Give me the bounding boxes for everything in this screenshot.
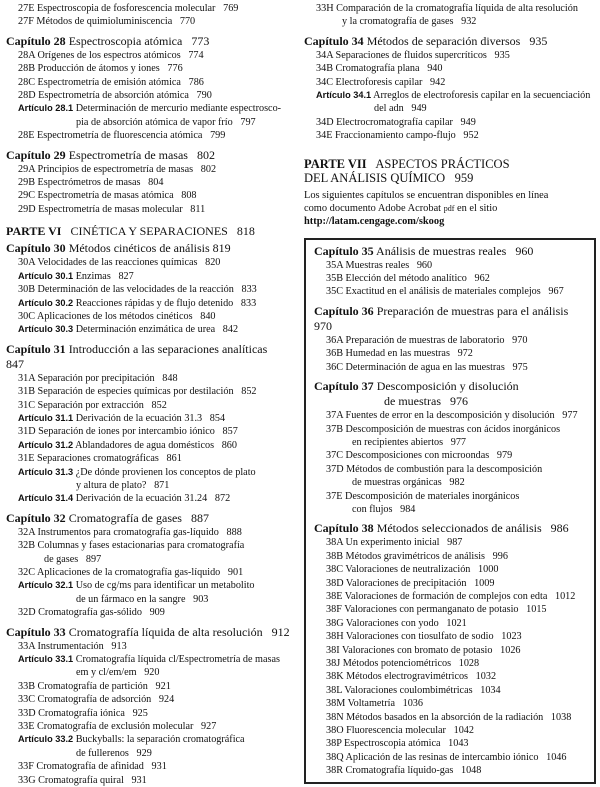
toc-entry: 38F Valoraciones con permanganato de potasio 1015: [326, 604, 547, 616]
toc-entry: 38I Valoraciones con bromato de potasio 1026: [326, 644, 521, 656]
article-entry-cont: del adn 949: [374, 103, 427, 115]
toc-entry: 33B Cromatografía de partición 921: [18, 680, 171, 692]
toc-entry: 34B Cromatografía plana 940: [316, 63, 443, 75]
article-entry: Artículo 33.2 Buckyballs: la separación cromatográfica: [18, 734, 245, 746]
toc-entry: 33D Cromatografía iónica 925: [18, 707, 148, 719]
toc-entry: 29A Principios de espectrometría de masas 802: [18, 163, 217, 175]
toc-entry: 37A Fuentes de error en la descomposición y disolución 977: [326, 410, 578, 422]
toc-entry: 28B Producción de átomos y iones 776: [18, 63, 183, 75]
toc-entry: 27F Métodos de quimioluminiscencia 770: [18, 16, 196, 28]
toc-entry: 33F Cromatografía de afinidad 931: [18, 761, 167, 773]
chapter-heading: Capítulo 33 Cromatografía líquida de alta resolución 912: [6, 624, 290, 639]
article-entry: Artículo 33.1 Cromatografía líquida cl/Espectrometría de masas: [18, 654, 280, 666]
toc-entry: 37C Descomposiciones con microondas 979: [326, 450, 513, 462]
toc-entry-cont: y la cromatografía de gases 932: [342, 16, 477, 28]
chapter-heading: Capítulo 30 Métodos cinéticos de análisis 819: [6, 241, 231, 256]
chapter-heading: Capítulo 34 Métodos de separación diversos 935: [304, 33, 548, 48]
toc-entry: 30B Determinación de las velocidades de la reacción 833: [18, 284, 257, 296]
toc-entry: 38O Fluorescencia molecular 1042: [326, 725, 474, 737]
article-entry: Artículo 31.2 Ablandadores de agua domésticos 860: [18, 439, 237, 451]
part-heading-cont: DEL ANÁLISIS QUÍMICO 959: [304, 170, 474, 185]
chapter-heading: Capítulo 32 Cromatografía de gases 887: [6, 510, 209, 525]
article-entry: Artículo 32.1 Uso de cg/ms para identificar un metabolito: [18, 580, 255, 592]
toc-entry: 38R Cromatografía líquido-gas 1048: [326, 765, 482, 777]
article-entry: Artículo 34.1 Arreglos de electroforesis capilar en la secuenciación: [316, 90, 591, 102]
chapter-heading: Capítulo 36 Preparación de muestras para el análisis 970: [314, 303, 569, 333]
toc-entry: 28D Espectrometría de absorción atómica 790: [18, 90, 212, 102]
article-entry-cont: de fullerenos 929: [76, 747, 152, 759]
toc-entry: 32D Cromatografía gas-sólido 909: [18, 607, 165, 619]
toc-entry: 36B Humedad en las muestras 972: [326, 348, 473, 360]
article-entry-cont: pia de absorción atómica de vapor frío 797: [76, 116, 256, 128]
chapter-heading: Capítulo 37 Descomposición y disolución: [314, 379, 519, 394]
toc-entry: 29C Espectrometría de masas atómica 808: [18, 190, 197, 202]
toc-entry: 38G Valoraciones con yodo 1021: [326, 617, 467, 629]
article-entry: Artículo 30.2 Reacciones rápidas y de flujo detenido 833: [18, 297, 257, 309]
toc-entry: 34D Electrocromatografía capilar 949: [316, 116, 476, 128]
toc-entry: 38L Valoraciones coulombimétricas 1034: [326, 684, 501, 696]
toc-entry: 35B Elección del método analítico 962: [326, 273, 490, 285]
toc-entry: 31B Separación de especies químicas por destilación 852: [18, 386, 257, 398]
toc-entry: 37B Descomposición de muestras con ácidos inorgánicos: [326, 423, 561, 435]
chapter-38-list: [314, 536, 588, 777]
toc-entry: 29D Espectrometría de masas molecular 811: [18, 203, 206, 215]
toc-entry: 38Q Aplicación de las resinas de intercambio iónico 1046: [326, 751, 567, 763]
chapter-heading: Capítulo 35 Análisis de muestras reales 960: [314, 243, 534, 258]
article-entry: Artículo 31.4 Derivación de la ecuación 31.24 872: [18, 493, 231, 505]
toc-entry: 30C Aplicaciones de los métodos cinéticos 840: [18, 310, 216, 322]
toc-entry: 37E Descomposición de materiales inorgánicos: [326, 490, 520, 502]
toc-entry: 31C Separación por extracción 852: [18, 399, 167, 411]
toc-entry: 38N Métodos basados en la absorción de la radiación 1038: [326, 711, 572, 723]
toc-entry-cont: con flujos 984: [352, 503, 416, 515]
toc-entry: 34E Fraccionamiento campo-flujo 952: [316, 130, 479, 142]
toc-entry: 38E Valoraciones de formación de complejos con edta 1012: [326, 590, 576, 602]
toc-entry: 31A Separación por precipitación 848: [18, 372, 178, 384]
article-entry: Artículo 30.1 Enzimas 827: [18, 270, 134, 282]
toc-entry: 32A Instrumentos para cromatografía gas-líquido 888: [18, 526, 242, 538]
chapter-heading: Capítulo 31 Introducción a las separaciones analíticas 847: [6, 341, 268, 371]
toc-entry: 33G Cromatografía quiral 931: [18, 774, 147, 786]
article-entry: Artículo 30.3 Determinación enzimática de urea 842: [18, 324, 239, 336]
toc-entry: 38B Métodos gravimétricos de análisis 996: [326, 550, 508, 562]
article-entry: Artículo 28.1 Determinación de mercurio mediante espectrosco-: [18, 103, 282, 115]
toc-entry: 36A Preparación de muestras de laboratorio 970: [326, 334, 528, 346]
article-entry: Artículo 31.1 Derivación de la ecuación 31.3 854: [18, 412, 226, 424]
toc-entry-cont: de gases 897: [44, 553, 102, 565]
article-entry-cont: de un fármaco en la sangre 903: [76, 593, 209, 605]
toc-entry: 35C Exactitud en el análisis de materiales complejos 967: [326, 286, 564, 298]
toc-entry-cont: en recipientes abiertos 977: [352, 436, 467, 448]
online-chapters-box: [304, 238, 596, 784]
chapter-heading: Capítulo 38 Métodos seleccionados de análisis 986: [314, 521, 569, 536]
toc-entry: 33A Instrumentación 913: [18, 640, 127, 652]
part-heading: PARTE VII ASPECTOS PRÁCTICOS: [304, 156, 510, 171]
toc-entry: 33H Comparación de la cromatografía líquida de alta resolución: [316, 3, 578, 14]
toc-entry: 28A Orígenes de los espectros atómicos 774: [18, 49, 204, 61]
right-column: [304, 2, 596, 784]
toc-entry: 33E Cromatografía de exclusión molecular 927: [18, 721, 217, 733]
chapter-heading-cont: de muestras 976: [384, 394, 468, 409]
online-note: Los siguientes capítulos se encuentran disponibles en línea como documento Adobe Acrobat pdf en el sitio http://latam.cengage.com/skoog: [304, 189, 596, 228]
toc-entry: 33C Cromatografía de adsorción 924: [18, 694, 175, 706]
toc-entry: 38D Valoraciones de precipitación 1009: [326, 577, 495, 589]
toc-entry: 38J Métodos potenciométricos 1028: [326, 658, 480, 669]
toc-entry: 28C Espectrometría de emisión atómica 786: [18, 76, 204, 88]
toc-entry: 29B Espectrómetros de masas 804: [18, 177, 164, 189]
toc-entry: 36C Determinación de agua en las muestras 975: [326, 361, 528, 373]
toc-entry: 28E Espectrometría de fluorescencia atómica 799: [18, 130, 226, 142]
left-column: [6, 2, 294, 787]
toc-entry: 34A Separaciones de fluidos supercríticos 935: [316, 49, 510, 61]
toc-entry: 38K Métodos electrogravimétricos 1032: [326, 671, 497, 683]
chapter-heading: Capítulo 28 Espectroscopia atómica 773: [6, 33, 210, 48]
toc-entry: 38H Valoraciones con tiosulfato de sodio 1023: [326, 631, 522, 643]
article-entry-cont: y altura de plato? 871: [76, 479, 170, 491]
toc-entry: 37D Métodos de combustión para la descomposición: [326, 463, 543, 475]
toc-entry: 27E Espectroscopia de fosforescencia molecular 769: [18, 3, 239, 14]
toc-entry: 32C Aplicaciones de la cromatografía gas-líquido 901: [18, 567, 244, 578]
toc-entry: 32B Columnas y fases estacionarias para cromatografía: [18, 540, 245, 552]
toc-entry-cont: de muestras orgánicas 982: [352, 477, 465, 489]
toc-entry: 38C Valoraciones de neutralización 1000: [326, 564, 499, 576]
toc-entry: 34C Electroforesis capilar 942: [316, 76, 446, 88]
article-entry-cont: em y cl/em/em 920: [76, 667, 160, 679]
part-heading: PARTE VI CINÉTICA Y SEPARACIONES 818: [6, 224, 255, 239]
toc-entry: 38P Espectroscopia atómica 1043: [326, 738, 469, 750]
chapter-heading: Capítulo 29 Espectrometría de masas 802: [6, 147, 215, 162]
online-url-link[interactable]: http://latam.cengage.com/skoog: [304, 215, 445, 227]
toc-entry: 31D Separación de iones por intercambio iónico 857: [18, 426, 238, 438]
toc-entry: 31E Separaciones cromatográficas 861: [18, 453, 182, 465]
toc-entry: 35A Muestras reales 960: [326, 259, 433, 271]
toc-entry: 38M Voltametría 1036: [326, 698, 423, 710]
article-entry: Artículo 31.3 ¿De dónde provienen los conceptos de plato: [18, 466, 256, 478]
toc-entry: 30A Velocidades de las reacciones químicas 820: [18, 257, 221, 269]
toc-entry: 38A Un experimento inicial 987: [326, 537, 463, 549]
